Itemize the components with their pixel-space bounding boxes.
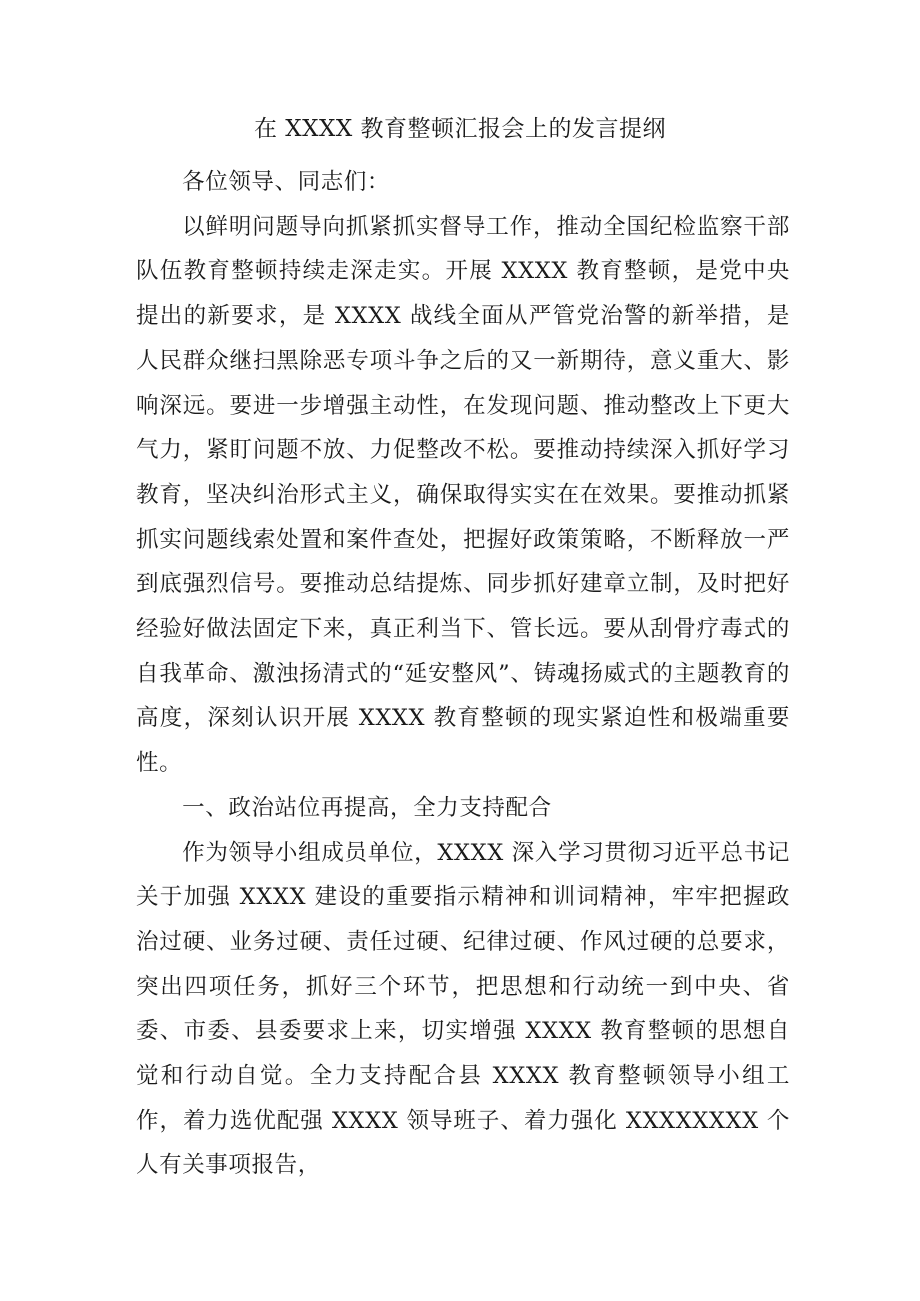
section-heading: 一、政治站位再提高，全力支持配合	[182, 794, 552, 821]
document-body	[136, 160, 790, 1188]
body-paragraph: 以鲜明问题导向抓紧抓实督导工作，推动全国纪检监察干部队伍教育整顿持续走深走实。开展 XXXX 教育整顿，是党中央提出的新要求，是 XXXX 战线全面从严管党治警的新举措，是人民群众继扫黑除恶专项斗争之后的又一新期待，意义重大、影响深远。要进一步增强主动性，在发现问题、推动整改上下更大气力，紧盯问题不放、力促整改不松。要推动持续深入抓好学习教育，坚决纠治形式主义，确保取得实实在在效果。要推动抓紧抓实问题线索处置和案件查处，把握好政策策略，不断释放一严到底强烈信号。要推动总结提炼、同步抓好建章立制，及时把好经验好做法固定下来，真正利当下、管长远。要从刮骨疗毒式的自我革命、激浊扬清式的“延安整风”、铸魂扬威式的主题教育的高度，深刻认识开展 XXXX 教育整顿的现实紧迫性和极端重要性。	[136, 213, 790, 777]
salutation: 各位领导、同志们：	[182, 169, 391, 195]
section-paragraph: 作为领导小组成员单位，XXXX 深入学习贯彻习近平总书记关于加强 XXXX 建设的重要指示精神和训词精神，牢牢把握政治过硬、业务过硬、责任过硬、纪律过硬、作风过硬的总要求，突出四项任务，抓好三个环节，把思想和行动统一到中央、省委、市委、县委要求上来，切实增强 XXXX 教育整顿的思想自觉和行动自觉。全力支持配合县 XXXX 教育整顿领导小组工作，着力选优配强 XXXX 领导班子、着力强化 XXXXXXXX 个人有关事项报告，	[136, 839, 790, 1179]
document-title: 在 XXXX 教育整顿汇报会上的发言提纲	[253, 116, 667, 142]
